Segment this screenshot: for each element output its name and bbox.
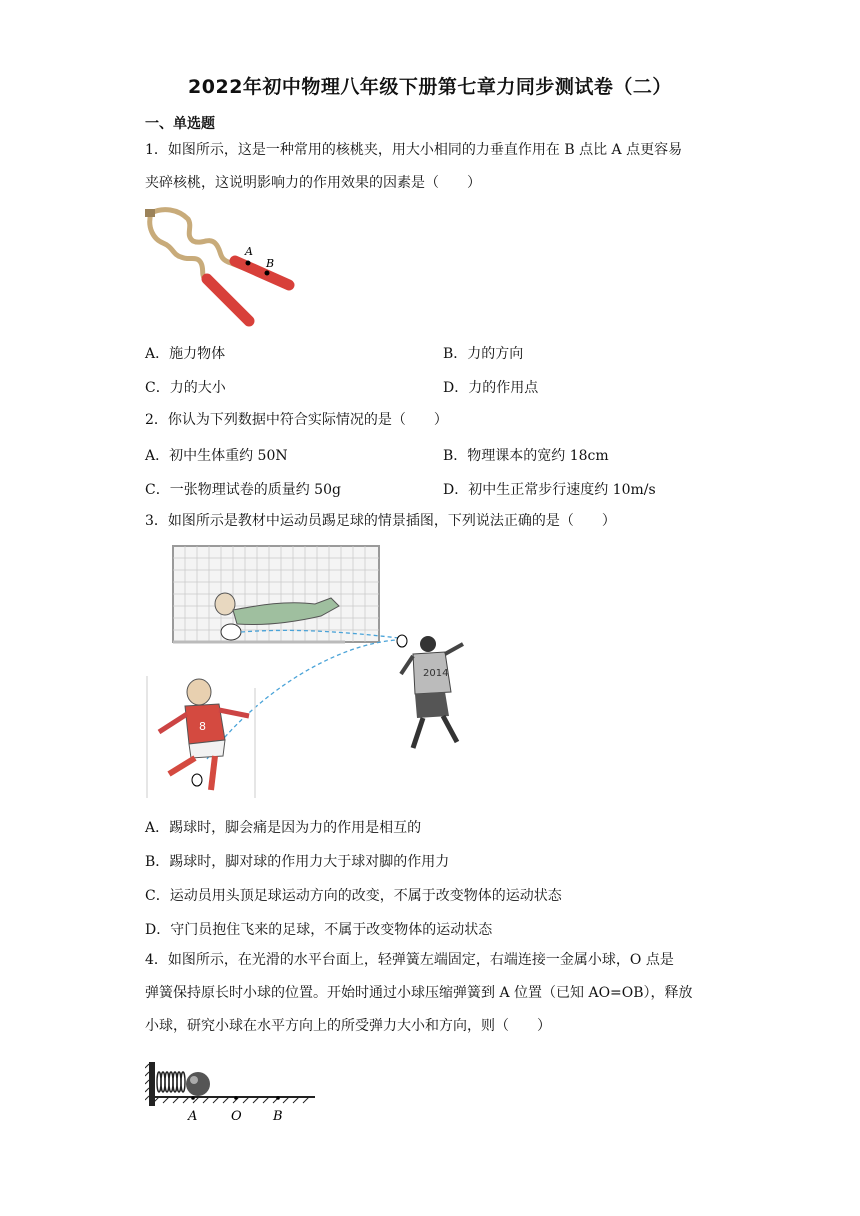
label-a: A [188,1109,198,1124]
question-4-line-3: 小球，研究小球在水平方向上的所受弹力大小和方向，则（ ） [145,1018,551,1034]
label-a: A [245,245,253,258]
nutcracker-figure [143,205,303,330]
jersey-8: 8 [199,720,206,733]
question-4-line-1: 4．如图所示，在光滑的水平台面上，轻弹簧左端固定，右端连接一金属小球，O 点是 [145,952,674,968]
q2-option-b: B．物理课本的宽约 18cm [443,448,609,464]
q2-option-c: C．一张物理试卷的质量约 50g [145,482,341,498]
label-b: B [266,257,275,270]
question-1-stem [145,134,720,200]
q1-option-a: A．施力物体 [145,346,226,362]
q1-option-b: B．力的方向 [443,346,524,362]
q1-option-c: C．力的大小 [145,380,226,396]
question-2-stem: 2．你认为下列数据中符合实际情况的是（ ） [145,412,448,428]
q3-option-c: C．运动员用头顶足球运动方向的改变，不属于改变物体的运动状态 [145,888,562,904]
question-1-line-1: 1．如图所示，这是一种常用的核桃夹，用大小相同的力垂直作用在 B 点比 A 点更容易 [145,142,683,158]
q3-option-d: D．守门员抱住飞来的足球，不属于改变物体的运动状态 [145,922,493,938]
page-title: 2022年初中物理八年级下册第七章力同步测试卷（二） [188,76,672,98]
question-4-line-2: 弹簧保持原长时小球的位置。开始时通过小球压缩弹簧到 A 位置（已知 AO=OB），释放 [145,985,693,1001]
jersey-2014: 2014 [423,668,449,679]
question-3-stem: 3．如图所示是教材中运动员踢足球的情景插图，下列说法正确的是（ ） [145,513,616,529]
q2-option-d: D．初中生正常步行速度约 10m/s [443,482,656,498]
label-o: O [231,1109,242,1124]
spring-ball-figure [145,1058,320,1126]
q3-option-a: A．踢球时，脚会痛是因为力的作用是相互的 [145,820,422,836]
q3-option-b: B．踢球时，脚对球的作用力大于球对脚的作用力 [145,854,450,870]
question-1-line-2: 夹碎核桃，这说明影响力的作用效果的因素是（ ） [145,175,481,191]
q2-option-a: A．初中生体重约 50N [145,448,288,464]
q1-option-d: D．力的作用点 [443,380,539,396]
question-4-stem [145,944,720,1043]
soccer-figure [145,544,475,800]
section-heading: 一、单选题 [145,116,215,132]
label-b: B [273,1109,283,1124]
